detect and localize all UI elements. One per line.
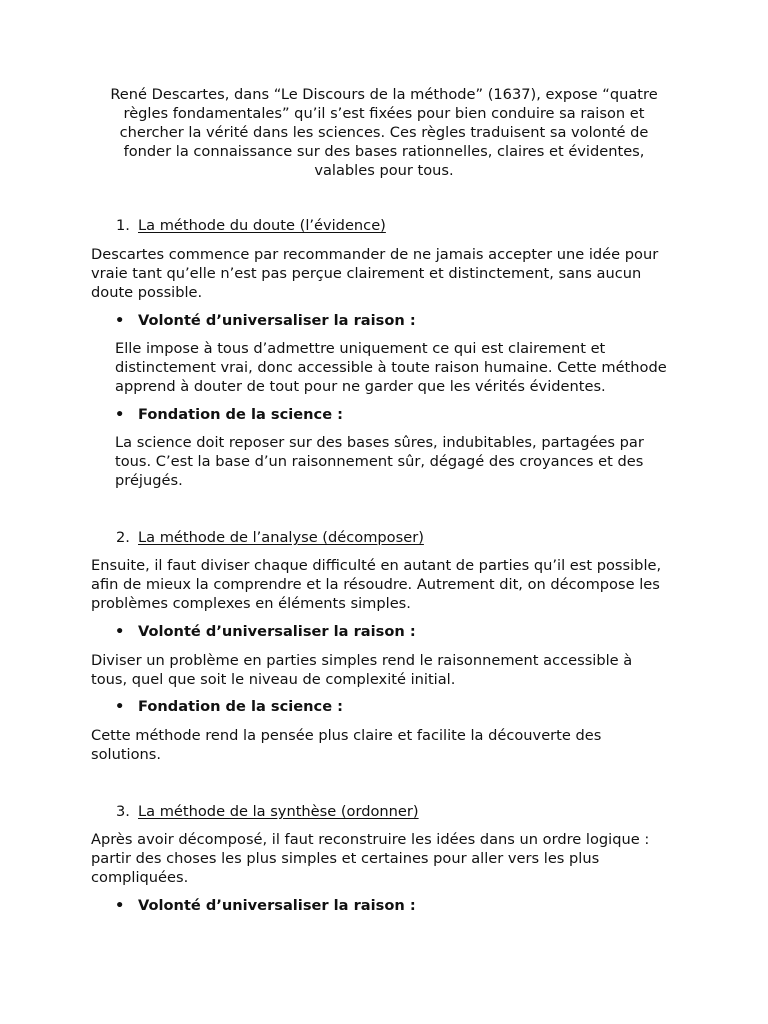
bullet-label: Volonté d’universaliser la raison : — [138, 623, 416, 640]
paragraph-line: Après avoir décomposé, il faut reconstruire les idées dans un ordre logique : — [91, 831, 650, 848]
paragraph-line: solutions. — [91, 746, 162, 763]
paragraph-line: apprend à douter de tout pour ne garder que les vérités évidentes. — [115, 378, 606, 395]
paragraph-line: Cette méthode rend la pensée plus claire et facilite la découverte des — [91, 727, 602, 744]
intro-line: René Descartes, dans “Le Discours de la méthode” (1637), expose “quatre — [110, 86, 658, 103]
section-paragraph — [91, 245, 681, 302]
paragraph-line: vraie tant qu’elle n’est pas perçue clairement et distinctement, sans aucun — [91, 265, 642, 282]
paragraph-line: Ensuite, il faut diviser chaque difficulté en autant de parties qu’il est possible, — [91, 557, 662, 574]
paragraph-line: distinctement vrai, donc accessible à toute raison humaine. Cette méthode — [115, 359, 667, 376]
bullet-item — [115, 405, 343, 424]
section-paragraph — [91, 830, 681, 887]
paragraph-line: tous. C’est la base d’un raisonnement sûr, dégagé des croyances et des — [115, 453, 644, 470]
bullet-item — [115, 896, 416, 915]
paragraph-line: compliquées. — [91, 869, 189, 886]
bullet-text — [115, 339, 685, 396]
paragraph-line: Elle impose à tous d’admettre uniquement ce qui est clairement et — [115, 340, 606, 357]
bullet-label: Volonté d’universaliser la raison : — [138, 312, 416, 329]
section-number: 2. — [116, 529, 130, 546]
paragraph-line: doute possible. — [91, 284, 203, 301]
paragraph-line: tous, quel que soit le niveau de complexité initial. — [91, 671, 456, 688]
bullet-text — [91, 651, 681, 689]
paragraph-line: partir des choses les plus simples et certaines pour aller vers les plus — [91, 850, 600, 867]
bullet-item — [115, 697, 343, 716]
bullet-marker: • — [115, 312, 125, 329]
paragraph-line: Diviser un problème en parties simples rend le raisonnement accessible à — [91, 652, 633, 669]
bullet-item — [115, 622, 416, 641]
section-number: 3. — [116, 803, 130, 820]
paragraph-line: préjugés. — [115, 472, 183, 489]
intro-line: règles fondamentales” qu’il s’est fixées pour bien conduire sa raison et — [123, 105, 645, 122]
bullet-marker: • — [115, 698, 125, 715]
paragraph-line: La science doit reposer sur des bases sûres, indubitables, partagées par — [115, 434, 644, 451]
bullet-marker: • — [115, 406, 125, 423]
section-title: La méthode du doute (l’évidence) — [138, 217, 386, 234]
paragraph-line: afin de mieux la comprendre et la résoudre. Autrement dit, on décompose les — [91, 576, 660, 593]
section-paragraph — [91, 556, 681, 613]
bullet-item — [115, 311, 416, 330]
bullet-label: Fondation de la science : — [138, 406, 344, 423]
intro-line: valables pour tous. — [314, 162, 454, 179]
bullet-text — [91, 726, 681, 764]
section-number: 1. — [116, 217, 130, 234]
section-title: La méthode de la synthèse (ordonner) — [138, 803, 419, 820]
bullet-text — [115, 433, 685, 490]
bullet-marker: • — [115, 623, 125, 640]
intro-paragraph — [96, 85, 672, 180]
section-title: La méthode de l’analyse (décomposer) — [138, 529, 424, 546]
section-heading — [116, 216, 386, 235]
section-heading — [116, 802, 419, 821]
bullet-label: Fondation de la science : — [138, 698, 344, 715]
bullet-marker: • — [115, 897, 125, 914]
intro-line: chercher la vérité dans les sciences. Ces règles traduisent sa volonté de — [119, 124, 649, 141]
bullet-label: Volonté d’universaliser la raison : — [138, 897, 416, 914]
paragraph-line: problèmes complexes en éléments simples. — [91, 595, 411, 612]
paragraph-line: Descartes commence par recommander de ne jamais accepter une idée pour — [91, 246, 659, 263]
section-heading — [116, 528, 424, 547]
intro-line: fonder la connaissance sur des bases rationnelles, claires et évidentes, — [123, 143, 645, 160]
